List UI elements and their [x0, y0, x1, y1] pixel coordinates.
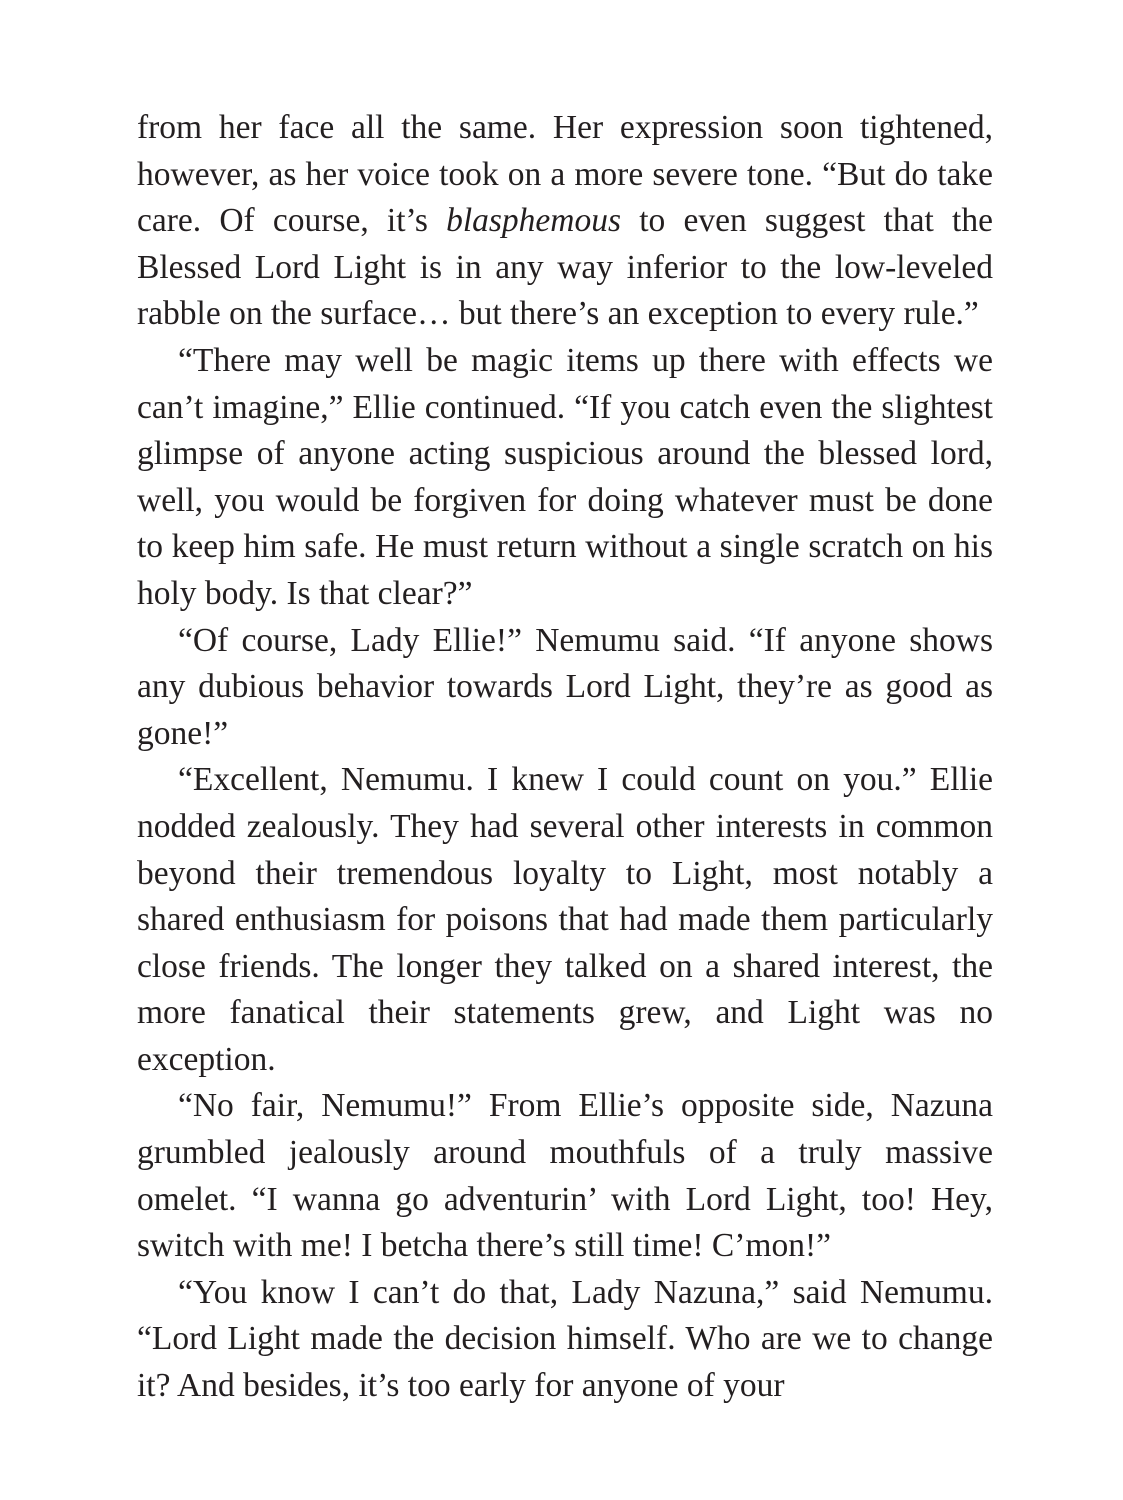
italic-text-run: blasphemous — [446, 202, 622, 240]
text-run: “No fair, Nemumu!” From Ellie’s opposite side, Nazuna grumbled jealously around mouthfuls of a truly massive omelet. “I wanna go adventurin’ with Lord Light, too! Hey, switch with me! I betcha there’s still time! C’mon!” — [137, 1087, 993, 1265]
paragraph — [137, 1270, 993, 1410]
text-run: “Of course, Lady Ellie!” Nemumu said. “If anyone shows any dubious behavior towards Lord Light, they’re as good as gone!” — [137, 621, 993, 752]
text-run: to even suggest that the Blessed Lord Light is in any way inferior to the low-leveled rabble on the surface… but there’s an exception to every rule.” — [137, 202, 993, 333]
text-run: “There may well be magic items up there with effects we can’t imagine,” Ellie continued. “If you catch even the slightest glimpse of anyone acting suspicious around the blessed lord, well, you would be forgiven for doing whatever must be done to keep him safe. He must return without a single scratch on his holy body. Is that clear?” — [137, 341, 993, 612]
text-run: from her face all the same. Her expression soon tightened, however, as her voice took on a more severe tone. “But do take care. Of course, it’s — [137, 109, 993, 240]
paragraph — [137, 338, 993, 618]
paragraph — [137, 618, 993, 758]
text-run: “Excellent, Nemumu. I knew I could count on you.” Ellie nodded zealously. They had several other interests in common beyond their tremendous loyalty to Light, most notably a shared enthusiasm for poisons that had made them particularly close friends. The longer they talked on a shared interest, the more fanatical their statements grew, and Light was no exception. — [137, 761, 993, 1078]
text-run: “You know I can’t do that, Lady Nazuna,” said Nemumu. “Lord Light made the decision himself. Who are we to change it? And besides, it’s too early for anyone of your — [137, 1273, 993, 1405]
paragraph — [137, 105, 993, 338]
page-text — [137, 105, 993, 1410]
paragraph — [137, 757, 993, 1083]
paragraph — [137, 1083, 993, 1269]
